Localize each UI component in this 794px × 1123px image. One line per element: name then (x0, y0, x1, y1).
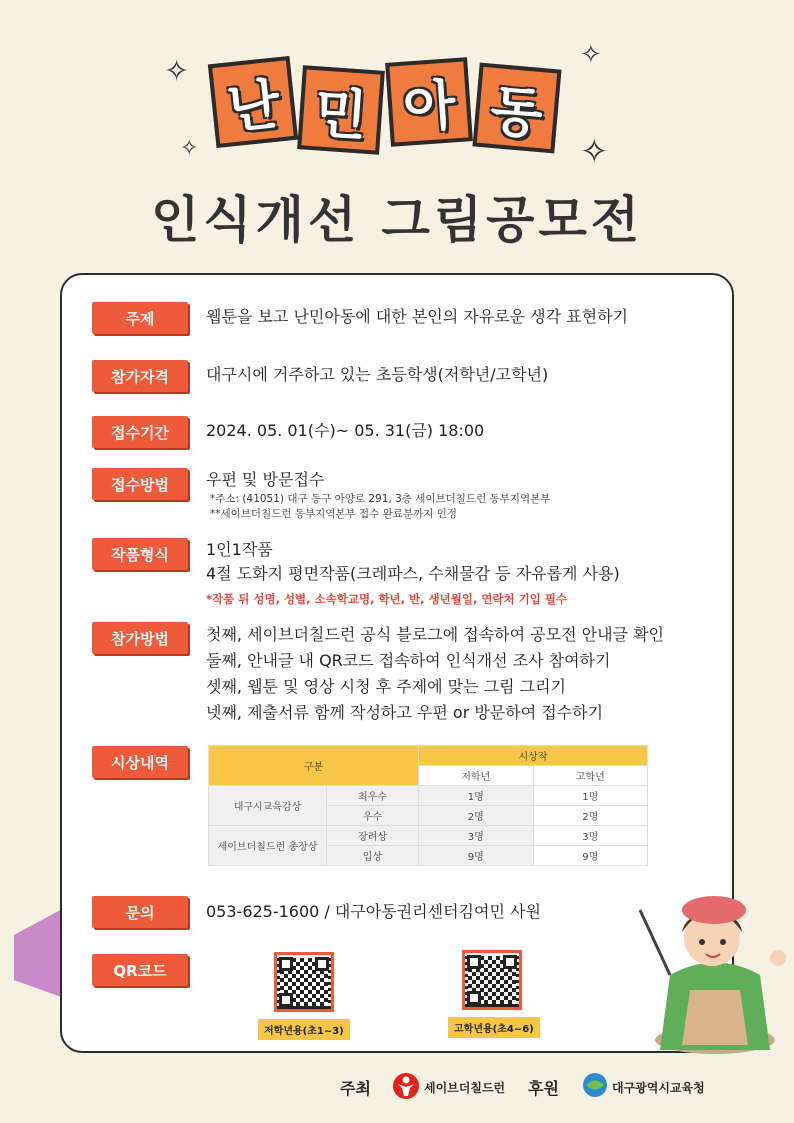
awards-group: 세이브더칠드런 총장상 (209, 826, 327, 866)
awards-header-category: 구분 (209, 746, 419, 786)
period-row (92, 416, 484, 448)
title-area (0, 40, 794, 260)
period-text: 2024. 05. 01(수)~ 05. 31(금) 18:00 (206, 421, 485, 440)
awards-low: 2명 (419, 806, 534, 826)
save-the-children-logo-icon (392, 1072, 420, 1100)
eligibility-label: 참가자격 (92, 360, 188, 392)
format-line1: 1인1작품 (206, 540, 273, 559)
qr-tag-high: 고학년용(초4~6) (448, 1017, 540, 1038)
participate-row (92, 622, 664, 726)
title-char: 아 (385, 57, 473, 147)
qr-code-high[interactable] (462, 950, 522, 1010)
awards-low: 9명 (419, 846, 534, 866)
sparkle-icon: ✧ (580, 132, 609, 172)
title-char: 동 (472, 63, 561, 154)
topic-text: 웹툰을 보고 난민아동에 대한 본인의 자유로운 생각 표현하기 (206, 307, 629, 326)
decorative-tab (14, 908, 64, 998)
qr-row (92, 954, 188, 986)
footer (0, 1072, 794, 1102)
participate-step: 둘째, 안내글 내 QR코드 접속하여 인식개선 조사 참여하기 (206, 651, 611, 670)
contact-text: 053-625-1600 / 대구아동권리센터김여민 사원 (206, 902, 541, 921)
method-label: 접수방법 (92, 468, 188, 500)
sponsor-label: 후원 (528, 1079, 559, 1098)
awards-high: 1명 (533, 786, 648, 806)
awards-low: 1명 (419, 786, 534, 806)
qr-code-low[interactable] (274, 952, 334, 1012)
child-painter-illustration (630, 880, 790, 1055)
qr-label: QR코드 (92, 954, 188, 986)
awards-group: 대구시교육감상 (209, 786, 327, 826)
sparkle-icon: ✧ (164, 54, 190, 89)
awards-name: 우수 (327, 806, 419, 826)
title-char: 난 (208, 56, 298, 148)
sparkle-icon: ✧ (580, 40, 602, 70)
awards-header-low: 저학년 (419, 766, 534, 786)
method-content (206, 468, 550, 522)
awards-name: 입상 (327, 846, 419, 866)
awards-high: 9명 (533, 846, 648, 866)
format-content (206, 538, 620, 610)
eligibility-row (92, 360, 548, 392)
awards-row (92, 746, 188, 778)
sparkle-icon: ✧ (180, 136, 199, 161)
topic-row (92, 302, 628, 334)
awards-high: 2명 (533, 806, 648, 826)
page-subtitle: 인식개선 그림공모전 (150, 191, 644, 249)
host-label: 주최 (340, 1079, 371, 1098)
awards-high: 3명 (533, 826, 648, 846)
awards-low: 3명 (419, 826, 534, 846)
participate-step: 넷째, 제출서류 함께 작성하고 우편 or 방문하여 접수하기 (206, 703, 604, 722)
daegu-education-logo-icon (582, 1072, 608, 1098)
awards-name: 최우수 (327, 786, 419, 806)
participate-step: 셋째, 웹툰 및 영상 시청 후 주제에 맞는 그림 그리기 (206, 677, 566, 696)
participate-label: 참가방법 (92, 622, 188, 654)
contact-label: 문의 (92, 896, 188, 928)
sponsor-name: 대구광역시교육청 (612, 1081, 705, 1095)
awards-name: 장려상 (327, 826, 419, 846)
participate-content (206, 622, 664, 726)
format-label: 작품형식 (92, 538, 188, 570)
method-note-deadline: **세이브더칠드런 동부지역본부 접수 완료분까지 인정 (210, 508, 457, 520)
awards-header-high: 고학년 (533, 766, 648, 786)
eligibility-text: 대구시에 거주하고 있는 초등학생(저학년/고학년) (206, 365, 549, 384)
contact-row (92, 896, 541, 928)
host-name: 세이브더칠드런 (424, 1081, 506, 1095)
qr-tag-low: 저학년용(초1~3) (258, 1019, 350, 1040)
method-row (92, 468, 550, 522)
awards-table (208, 745, 648, 866)
title-char: 민 (297, 65, 385, 155)
format-row (92, 538, 620, 610)
period-label: 접수기간 (92, 416, 188, 448)
method-text: 우편 및 방문접수 (206, 470, 325, 489)
format-line2: 4절 도화지 평면작품(크레파스, 수채물감 등 자유롭게 사용) (206, 564, 620, 583)
awards-header-awards: 시상작 (419, 746, 648, 766)
participate-step: 첫째, 세이브더칠드런 공식 블로그에 접속하여 공모전 안내글 확인 (206, 625, 665, 644)
format-note: *작품 뒤 성명, 성별, 소속학교명, 학년, 반, 생년월일, 연락처 기입 필수 (206, 592, 568, 606)
awards-label: 시상내역 (92, 746, 188, 778)
topic-label: 주제 (92, 302, 188, 334)
method-note-address: *주소: (41051) 대구 동구 아양로 291, 3층 세이브더칠드런 동부지역본부 (210, 493, 551, 505)
